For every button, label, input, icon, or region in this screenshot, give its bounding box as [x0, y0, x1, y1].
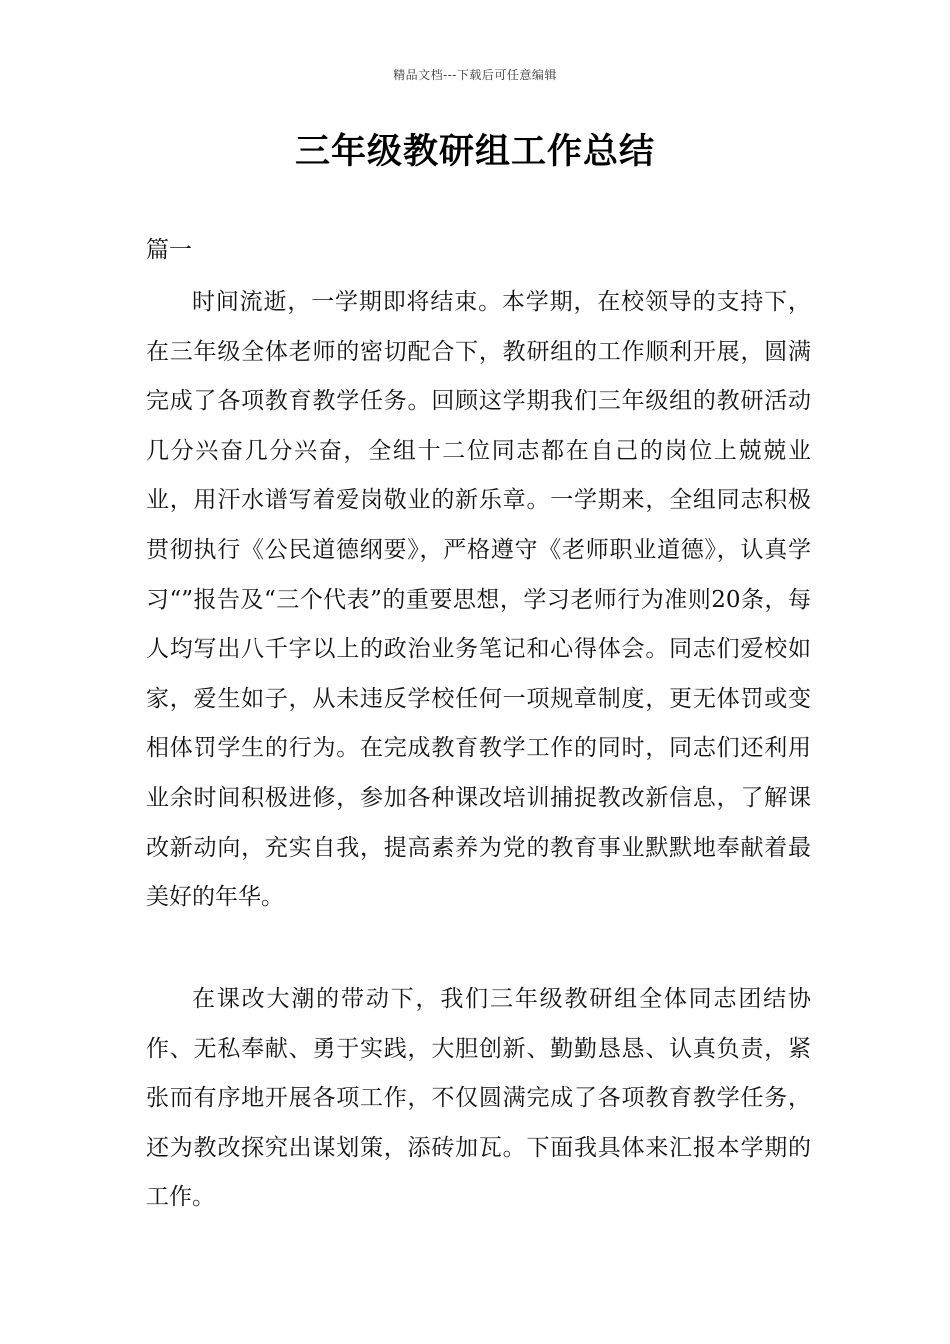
section-label: 篇一 — [146, 237, 192, 263]
body-paragraph: 在课改大潮的带动下，我们三年级教研组全体同志团结协作、无私奉献、勇于实践，大胆创新、勤勤恳恳、认真负责，紧张而有序地开展各项工作，不仅圆满完成了各项教育教学任务，还为教改探究出谋划策，添砖加瓦。下面我具体来汇报本学期的工作。 — [146, 986, 811, 1211]
header-note: 精品文档---下载后可任意编辑 — [393, 68, 557, 82]
document-title: 三年级教研组工作总结 — [294, 132, 655, 172]
body-paragraph: 时间流逝，一学期即将结束。本学期，在校领导的支持下，在三年级全体老师的密切配合下，教研组的工作顺利开展，圆满完成了各项教育教学任务。回顾这学期我们三年级组的教研活动几分兴奋几分兴奋，全组十二位同志都在自己的岗位上兢兢业业，用汗水谱写着爱岗敬业的新乐章。一学期来，全组同志积极贯彻执行《公民道德纲要》，严格遵守《老师职业道德》，认真学习“”报告及“三个代表”的重要思想，学习老师行为准则20条，每人均写出八千字以上的政治业务笔记和心得体会。同志们爱校如家，爱生如子，从未违反学校任何一项规章制度，更无体罚或变相体罚学生的行为。在完成教育教学工作的同时，同志们还利用业余时间积极进修，参加各种课改培训捕捉教改新信息，了解课改新动向，充实自我，提高素养为党的教育事业默默地奉献着最美好的年华。 — [146, 289, 811, 911]
